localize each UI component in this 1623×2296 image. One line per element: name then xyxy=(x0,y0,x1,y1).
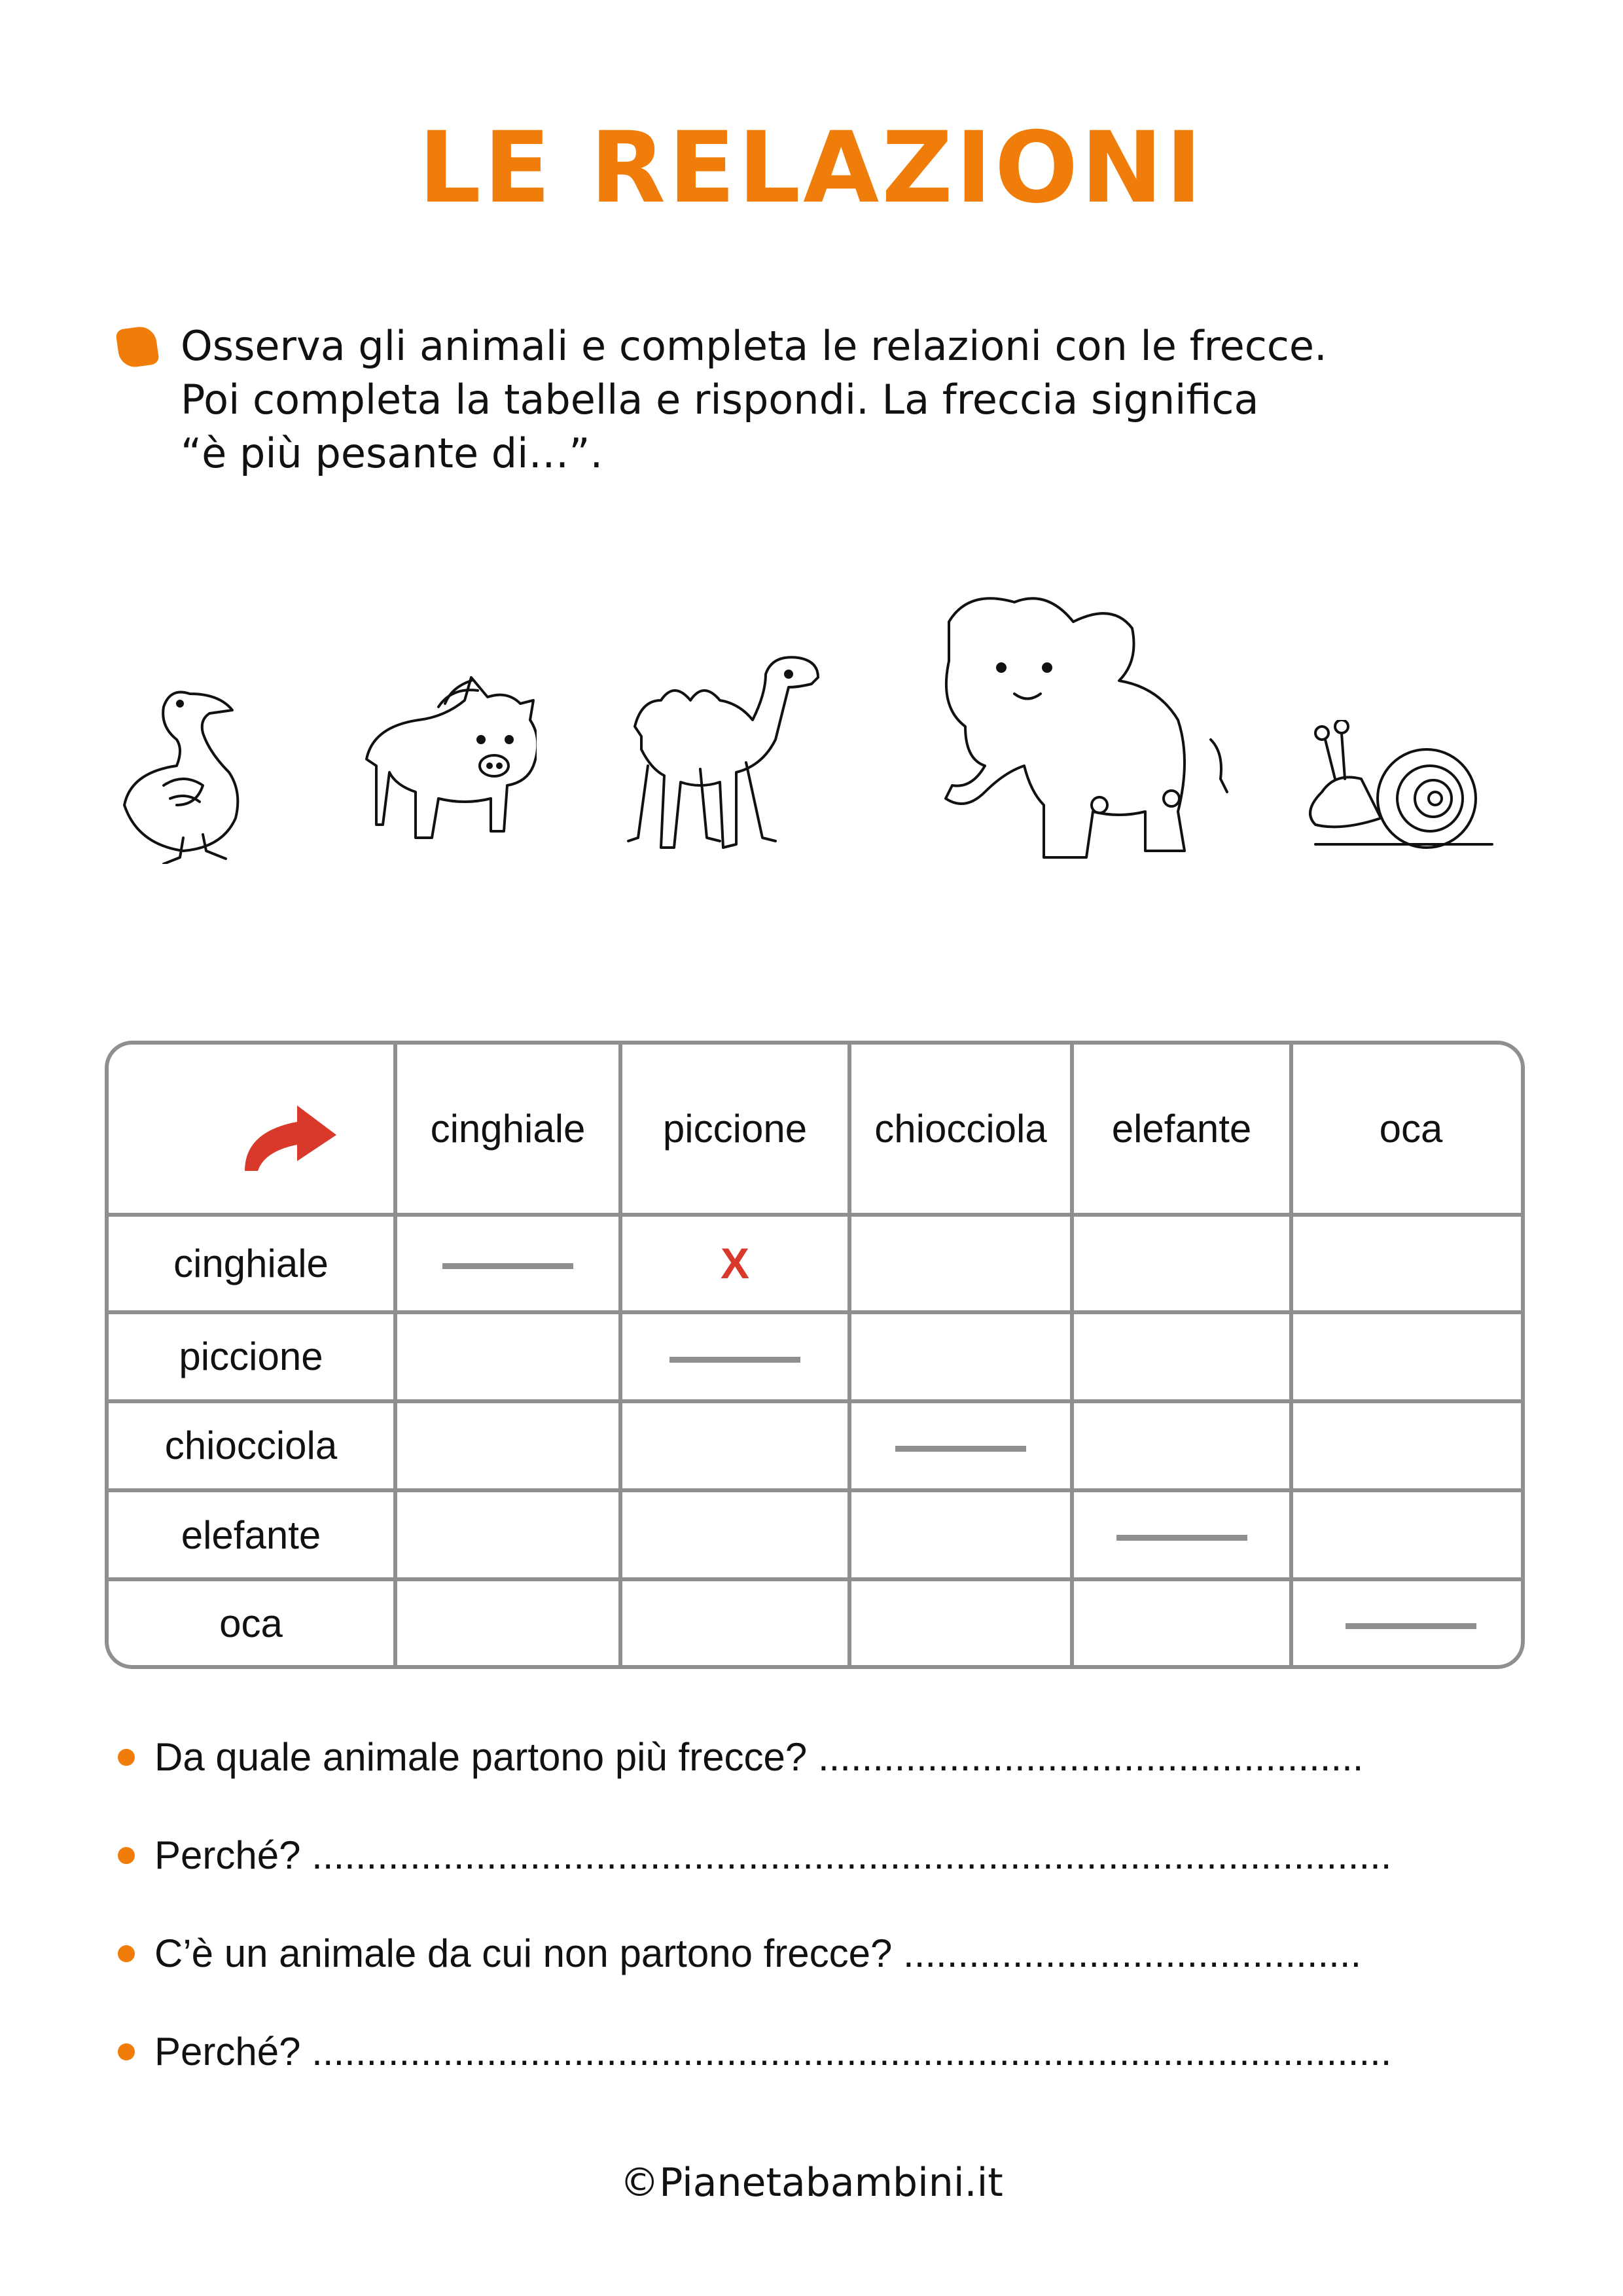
boar-icon xyxy=(340,668,537,857)
table-cell xyxy=(849,1401,1072,1490)
table-row xyxy=(109,1579,1525,1665)
snail-icon xyxy=(1302,720,1499,864)
column-header: cinghiale xyxy=(395,1045,620,1215)
table-cell xyxy=(620,1215,849,1312)
instruction-line: “è più pesante di…”. xyxy=(181,429,603,477)
bullet-icon xyxy=(118,2043,135,2060)
table-row xyxy=(109,1215,1525,1312)
table-cell[interactable] xyxy=(849,1579,1072,1665)
table-row xyxy=(109,1490,1525,1579)
table-cell[interactable] xyxy=(620,1401,849,1490)
table-cell xyxy=(1072,1490,1291,1579)
page-title: LE RELAZIONI xyxy=(418,111,1205,225)
column-header: elefante xyxy=(1072,1045,1291,1215)
diagonal-dash xyxy=(669,1357,800,1363)
question-text: Perché? ................................................................................................... xyxy=(154,2030,1392,2073)
table-cell xyxy=(620,1312,849,1401)
diagonal-dash xyxy=(1116,1535,1247,1541)
instruction-bullet-icon xyxy=(115,325,160,369)
table-header-row xyxy=(109,1045,1525,1215)
table-row xyxy=(109,1312,1525,1401)
elephant-icon xyxy=(923,589,1230,870)
question-item[interactable] xyxy=(115,1826,1522,1924)
question-text: C’è un animale da cui non partono frecce? .......................................... xyxy=(154,1931,1362,1975)
arrow-legend-cell xyxy=(109,1045,395,1215)
table-cell[interactable] xyxy=(395,1490,620,1579)
row-header: elefante xyxy=(109,1490,395,1579)
table-row xyxy=(109,1401,1525,1490)
table-cell[interactable] xyxy=(849,1215,1072,1312)
diagonal-dash xyxy=(442,1263,573,1269)
table-cell[interactable] xyxy=(1072,1579,1291,1665)
relations-table xyxy=(105,1041,1525,1669)
instruction-line: Poi completa la tabella e rispondi. La freccia significa xyxy=(181,376,1259,423)
column-header: oca xyxy=(1291,1045,1525,1215)
column-header: chiocciola xyxy=(849,1045,1072,1215)
goose-icon xyxy=(118,668,255,864)
bullet-icon xyxy=(118,1945,135,1962)
question-item[interactable] xyxy=(115,1924,1522,2022)
diagonal-dash xyxy=(895,1446,1026,1452)
row-header: piccione xyxy=(109,1312,395,1401)
footer-credit: ©Pianetabambini.it xyxy=(620,2160,1003,2206)
table-cell[interactable] xyxy=(395,1579,620,1665)
table-cell[interactable] xyxy=(1291,1401,1525,1490)
question-text: Perché? ................................................................................................... xyxy=(154,1833,1392,1877)
row-header: cinghiale xyxy=(109,1215,395,1312)
instructions xyxy=(181,319,1489,480)
table-cell[interactable] xyxy=(395,1312,620,1401)
table-cell[interactable] xyxy=(620,1579,849,1665)
table-cell[interactable] xyxy=(1072,1215,1291,1312)
bullet-icon xyxy=(118,1749,135,1766)
diagonal-dash xyxy=(1346,1623,1476,1629)
camel-icon xyxy=(622,648,844,864)
animal-illustrations xyxy=(118,589,1518,870)
row-header: chiocciola xyxy=(109,1401,395,1490)
table-cell[interactable] xyxy=(849,1312,1072,1401)
question-text: Da quale animale partono più frecce? .................................................. xyxy=(154,1735,1364,1779)
table-cell[interactable] xyxy=(1291,1312,1525,1401)
table-cell xyxy=(1291,1579,1525,1665)
table-cell[interactable] xyxy=(1291,1215,1525,1312)
questions-list xyxy=(115,1728,1522,2121)
instruction-line: Osserva gli animali e completa le relazioni con le frecce. xyxy=(181,322,1327,370)
question-item[interactable] xyxy=(115,2022,1522,2121)
bullet-icon xyxy=(118,1847,135,1864)
question-item[interactable] xyxy=(115,1728,1522,1826)
column-header: piccione xyxy=(620,1045,849,1215)
row-header: oca xyxy=(109,1579,395,1665)
table-cell xyxy=(395,1215,620,1312)
table-cell[interactable] xyxy=(395,1401,620,1490)
table-cell[interactable] xyxy=(1072,1312,1291,1401)
table-cell[interactable] xyxy=(1291,1490,1525,1579)
table-cell[interactable] xyxy=(849,1490,1072,1579)
table-cell[interactable] xyxy=(1072,1401,1291,1490)
table-cell[interactable] xyxy=(620,1490,849,1579)
curved-arrow-icon xyxy=(225,1083,356,1174)
x-mark: X xyxy=(720,1239,750,1288)
